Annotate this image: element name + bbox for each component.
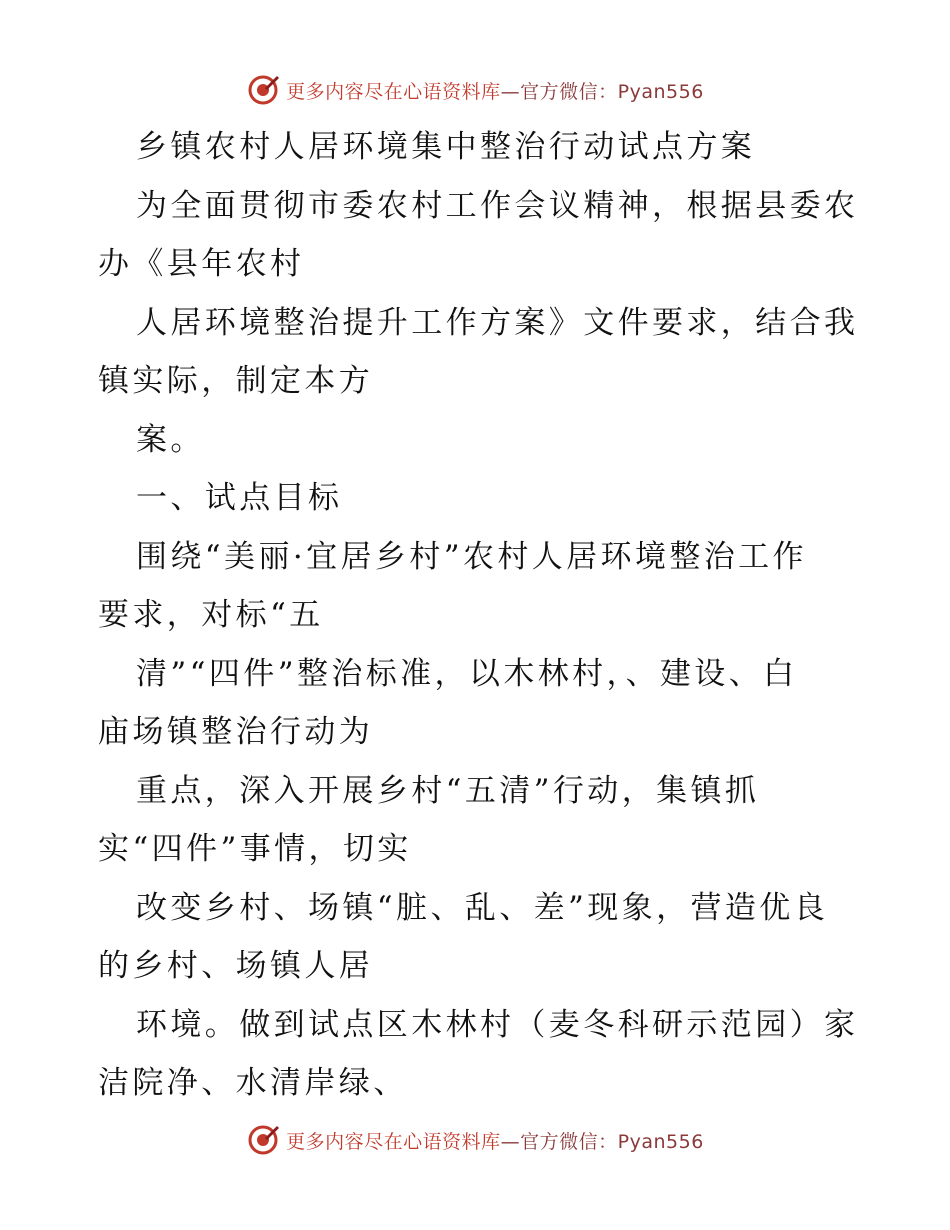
paragraph-line: 环境。做到试点区木林村（麦冬科研示范园）家 bbox=[136, 1006, 859, 1043]
paragraph-line: 实“四件”事情，切实 bbox=[98, 831, 412, 867]
section-heading: 一、试点目标 bbox=[136, 480, 343, 516]
paragraph-line: 为全面贯彻市委农村工作会议精神，根据县委农 bbox=[136, 187, 859, 224]
pen-nib-logo-icon bbox=[246, 1123, 280, 1157]
paragraph-line: 镇实际，制定本方 bbox=[98, 363, 374, 399]
paragraph-line: 案。 bbox=[136, 421, 205, 458]
header-watermark-text: 更多内容尽在心语资料库—官方微信：Pyan556 bbox=[286, 80, 704, 103]
footer-watermark-text: 更多内容尽在心语资料库—官方微信：Pyan556 bbox=[286, 1130, 704, 1153]
paragraph-line: 要求，对标“五 bbox=[98, 597, 324, 633]
header-watermark-banner bbox=[0, 70, 950, 110]
document-body bbox=[98, 118, 858, 1113]
footer-watermark-banner bbox=[0, 1120, 950, 1160]
document-title: 乡镇农村人居环境集中整治行动试点方案 bbox=[136, 129, 756, 165]
paragraph-line: 庙场镇整治行动为 bbox=[98, 714, 374, 750]
paragraph-line: 办《县年农村 bbox=[98, 246, 305, 282]
paragraph-line: 改变乡村、场镇“脏、乱、差”现象，营造优良 bbox=[136, 889, 829, 926]
paragraph-line: 清”“四件”整治标准，以木林村，、建设、白 bbox=[136, 655, 798, 692]
pen-nib-logo-icon bbox=[246, 73, 280, 107]
paragraph-line: 围绕“美丽·宜居乡村”农村人居环境整治工作 bbox=[136, 538, 807, 575]
paragraph-line: 洁院净、水清岸绿、 bbox=[98, 1065, 408, 1101]
paragraph-line: 重点，深入开展乡村“五清”行动，集镇抓 bbox=[136, 772, 760, 809]
paragraph-line: 的乡村、场镇人居 bbox=[98, 948, 374, 984]
paragraph-line: 人居环境整治提升工作方案》文件要求，结合我 bbox=[136, 304, 859, 341]
